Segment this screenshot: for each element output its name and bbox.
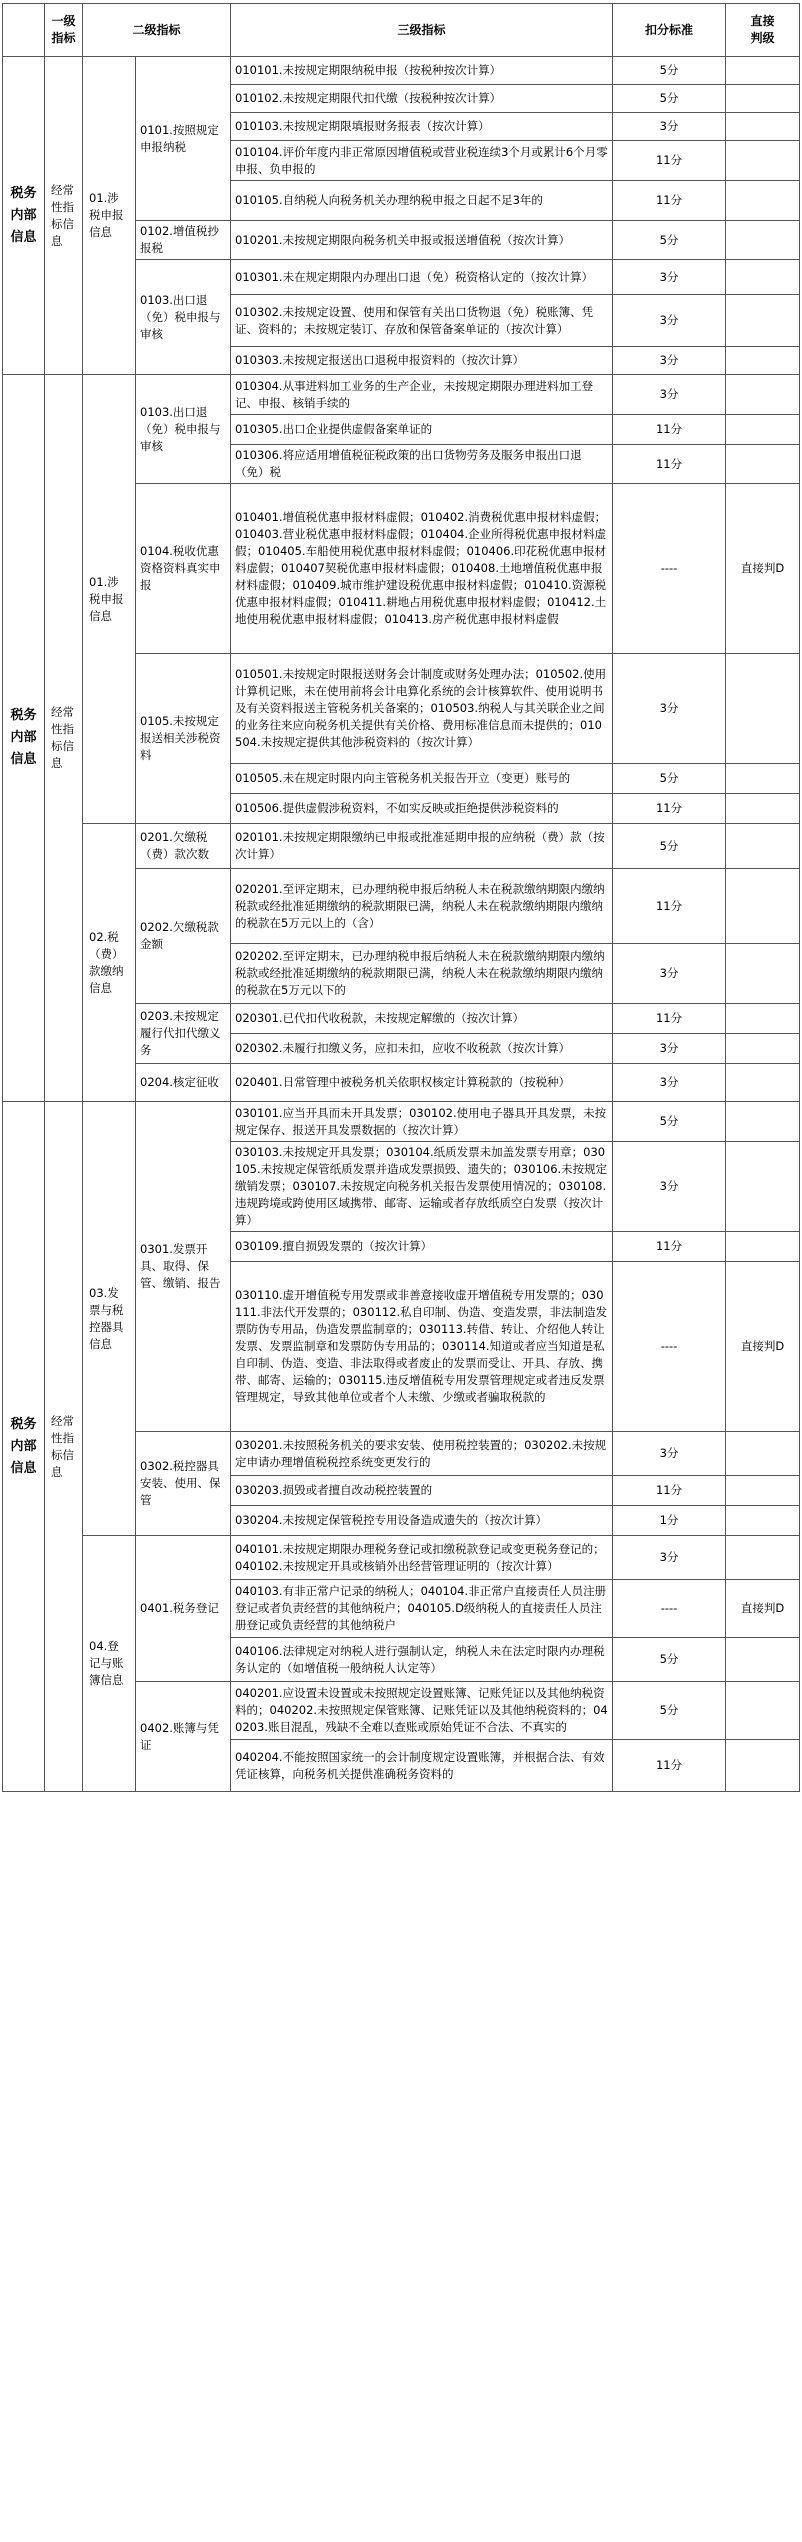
score-cell: 11分 [613,869,726,944]
direct-judge-cell [726,1506,800,1536]
score-cell: 3分 [613,1034,726,1064]
level3-cell: 03.发票与税控器具信息 [83,1102,136,1536]
indicator-item-text: 010306.将应适用增值税征税政策的出口货物劳务及服务申报出口退（免）税 [231,445,613,484]
score-cell: 3分 [613,654,726,764]
level3-cell: 01.涉税申报信息 [83,375,136,824]
direct-judge-cell [726,654,800,764]
level2-cell: 经常性指标信息 [45,375,83,1102]
direct-judge-cell [726,1682,800,1740]
indicator-item-text: 030203.损毁或者擅自改动税控装置的 [231,1476,613,1506]
level4-cell: 0201.欠缴税（费）款次数 [136,824,231,869]
direct-judge-cell [726,113,800,141]
direct-judge-cell [726,1064,800,1102]
indicator-item-text: 010505.未在规定时限内向主管税务机关报告开立（变更）账号的 [231,764,613,794]
header-score: 扣分标准 [613,4,726,57]
level1-cell: 税务内部信息 [3,1102,45,1792]
indicator-item-text: 020401.日常管理中被税务机关依职权核定计算税款的（按税种） [231,1064,613,1102]
level4-cell: 0402.账簿与凭证 [136,1682,231,1792]
direct-judge-cell [726,1432,800,1476]
indicator-item-text: 010506.提供虚假涉税资料，不如实反映或拒绝提供涉税资料的 [231,794,613,824]
indicator-row [3,1102,800,1142]
indicator-item-text: 030110.虚开增值税专用发票或非善意接收虚开增值税专用发票的；030111.非法代开发票的；030112.私自印制、伪造、变造发票，非法制造发票防伪专用品，伪造发票监制章的；030113.转借、转让、介绍他人转让发票、发票监制章和发票防伪专用品的；030114.知道或者应当知道是私自印制、伪造、变造、非法取得或者废止的发票而受让、开具、存放、携带、邮寄、运输的；030115.违反增值税专用发票管理规定或者违反发票管理规定，导致其他单位或者个人未缴、少缴或者骗取税款的 [231,1262,613,1432]
score-cell: 11分 [613,1004,726,1034]
level4-cell: 0204.核定征收 [136,1064,231,1102]
indicator-item-text: 040204.不能按照国家统一的会计制度规定设置账簿，并根据合法、有效凭证核算，向税务机关提供准确税务资料的 [231,1740,613,1792]
indicator-item-text: 020302.未履行扣缴义务，应扣未扣，应收不收税款（按次计算） [231,1034,613,1064]
direct-judge-cell [726,295,800,347]
level4-cell: 0203.未按规定履行代扣代缴义务 [136,1004,231,1064]
indicator-item-text: 010302.未按规定设置、使用和保管有关出口货物退（免）税账簿、凭证、资料的；未按规定装订、存放和保管备案单证的（按次计算） [231,295,613,347]
indicator-item-text: 010102.未按规定期限代扣代缴（按税种按次计算） [231,85,613,113]
score-cell: 3分 [613,944,726,1004]
indicator-item-text: 030201.未按照税务机关的要求安装、使用税控装置的；030202.未按规定申请办理增值税税控系统变更发行的 [231,1432,613,1476]
indicator-item-text: 030101.应当开具而未开具发票；030102.使用电子器具开具发票，未按规定保存、报送开具发票数据的（按次计算） [231,1102,613,1142]
score-cell: 3分 [613,260,726,295]
score-cell: 3分 [613,347,726,375]
header-blank [3,4,45,57]
indicator-item-text: 010101.未按规定期限纳税申报（按税种按次计算） [231,57,613,85]
score-cell: 5分 [613,85,726,113]
indicator-item-text: 010201.未按规定期限向税务机关申报或报送增值税（按次计算） [231,221,613,260]
indicator-item-text: 010304.从事进料加工业务的生产企业，未按规定期限办理进料加工登记、申报、核销手续的 [231,375,613,415]
direct-judge-cell [726,944,800,1004]
level4-cell: 0103.出口退（免）税申报与审核 [136,260,231,375]
direct-judge-cell [726,1102,800,1142]
score-cell: ---- [613,484,726,654]
direct-judge-cell [726,1740,800,1792]
direct-judge-cell [726,260,800,295]
direct-judge-cell [726,1142,800,1232]
indicator-row [3,1536,800,1580]
score-cell: 11分 [613,141,726,181]
level4-cell: 0401.税务登记 [136,1536,231,1682]
direct-judge-cell: 直接判D [726,1580,800,1638]
indicator-item-text: 010105.自纳税人向税务机关办理纳税申报之日起不足3年的 [231,181,613,221]
score-cell: 11分 [613,1232,726,1262]
level2-cell: 经常性指标信息 [45,1102,83,1792]
level3-cell: 02.税（费）款缴纳信息 [83,824,136,1102]
score-cell: 1分 [613,1506,726,1536]
direct-judge-cell: 直接判D [726,1262,800,1432]
score-cell: 5分 [613,824,726,869]
indicator-row [3,375,800,415]
direct-judge-cell [726,415,800,445]
direct-judge-cell [726,1536,800,1580]
indicator-item-text: 040201.应设置未设置或未按照规定设置账簿、记账凭证以及其他纳税资料的；040202.未按照规定保管账簿、记账凭证以及其他纳税资料的；040203.账目混乱，残缺不全难以查账或原始凭证不合法、不真实的 [231,1682,613,1740]
indicator-item-text: 010103.未按规定期限填报财务报表（按次计算） [231,113,613,141]
header-level2: 二级指标 [83,4,231,57]
level3-cell: 04.登记与账簿信息 [83,1536,136,1792]
direct-judge-cell [726,375,800,415]
level4-cell: 0302.税控器具安装、使用、保管 [136,1432,231,1536]
indicator-item-text: 010301.未在规定期限内办理出口退（免）税资格认定的（按次计算） [231,260,613,295]
direct-judge-cell [726,869,800,944]
indicator-row [3,57,800,85]
level4-cell: 0202.欠缴税款金额 [136,869,231,1004]
indicator-item-text: 030109.擅自损毁发票的（按次计算） [231,1232,613,1262]
score-cell: 3分 [613,113,726,141]
indicator-item-text: 030103.未按规定开具发票；030104.纸质发票未加盖发票专用章；030105.未按规定保管纸质发票并造成发票损毁、遗失的；030106.未按规定缴销发票；030107.未按规定向税务机关报告发票使用情况的；030108.违规跨境或跨使用区域携带、邮寄、运输或者存放纸质空白发票（按次计算） [231,1142,613,1232]
level1-cell: 税务内部信息 [3,57,45,375]
level2-cell: 经常性指标信息 [45,57,83,375]
direct-judge-cell: 直接判D [726,484,800,654]
header-level1: 一级 指标 [45,4,83,57]
direct-judge-cell [726,1004,800,1034]
score-cell: ---- [613,1580,726,1638]
indicator-item-text: 040103.有非正常户记录的纳税人；040104.非正常户直接责任人员注册登记或者负责经营的其他纳税户；040105.D级纳税人的直接责任人员注册登记或负责经营的其他纳税户 [231,1580,613,1638]
indicator-row [3,824,800,869]
level4-cell: 0102.增值税抄报税 [136,221,231,260]
indicator-table [2,3,800,1792]
score-cell: 5分 [613,764,726,794]
indicator-item-text: 020101.未按规定期限缴纳已申报或批准延期申报的应纳税（费）款（按次计算） [231,824,613,869]
score-cell: 11分 [613,181,726,221]
direct-judge-cell [726,57,800,85]
level4-cell: 0104.税收优惠资格资料真实申报 [136,484,231,654]
score-cell: 5分 [613,57,726,85]
score-cell: 11分 [613,445,726,484]
score-cell: 11分 [613,794,726,824]
indicator-item-text: 040101.未按规定期限办理税务登记或扣缴税款登记或变更税务登记的；040102.未按规定开具或核销外出经营管理证明的（按次计算） [231,1536,613,1580]
score-cell: 3分 [613,375,726,415]
indicator-item-text: 010305.出口企业提供虚假备案单证的 [231,415,613,445]
score-cell: 11分 [613,1476,726,1506]
direct-judge-cell [726,764,800,794]
score-cell: 5分 [613,1638,726,1682]
direct-judge-cell [726,181,800,221]
direct-judge-cell [726,1638,800,1682]
score-cell: 5分 [613,1682,726,1740]
header-row [3,4,800,57]
direct-judge-cell [726,445,800,484]
level3-cell: 01.涉税申报信息 [83,57,136,375]
level4-cell: 0301.发票开具、取得、保管、缴销、报告 [136,1102,231,1432]
score-cell: 5分 [613,1102,726,1142]
score-cell: 3分 [613,1142,726,1232]
level4-cell: 0103.出口退（免）税申报与审核 [136,375,231,484]
header-judge: 直接 判级 [726,4,800,57]
direct-judge-cell [726,141,800,181]
level1-cell: 税务内部信息 [3,375,45,1102]
indicator-item-text: 010401.增值税优惠申报材料虚假；010402.消费税优惠申报材料虚假；010403.营业税优惠申报材料虚假；010404.企业所得税优惠申报材料虚假；010405.车船使用税优惠申报材料虚假；010406.印花税优惠申报材料虚假；010407契税优惠申报材料虚假；010408.土地增值税优惠申报材料虚假；010409.城市维护建设税优惠申报材料虚假；010410.资源税优惠申报材料虚假；010411.耕地占用税优惠申报材料虚假；010412.土地使用税优惠申报材料虚假；010413.房产税优惠申报材料虚假 [231,484,613,654]
direct-judge-cell [726,794,800,824]
score-cell: 3分 [613,1432,726,1476]
indicator-item-text: 010104.评价年度内非正常原因增值税或营业税连续3个月或累计6个月零申报、负申报的 [231,141,613,181]
score-cell: 11分 [613,1740,726,1792]
score-cell: 3分 [613,1536,726,1580]
direct-judge-cell [726,1476,800,1506]
level4-cell: 0101.按照规定申报纳税 [136,57,231,221]
indicator-item-text: 010303.未按规定报送出口退税申报资料的（按次计算） [231,347,613,375]
score-cell: 11分 [613,415,726,445]
indicator-item-text: 020301.已代扣代收税款，未按规定解缴的（按次计算） [231,1004,613,1034]
direct-judge-cell [726,221,800,260]
direct-judge-cell [726,347,800,375]
indicator-item-text: 040106.法律规定对纳税人进行强制认定，纳税人未在法定时限内办理税务认定的（如增值税一般纳税人认定等） [231,1638,613,1682]
indicator-item-text: 020202.至评定期末，已办理纳税申报后纳税人未在税款缴纳期限内缴纳税款或经批准延期缴纳的税款期限已满，纳税人未在税款缴纳期限内缴纳的税款在5万元以下的 [231,944,613,1004]
score-cell: 3分 [613,1064,726,1102]
header-level3: 三级指标 [231,4,613,57]
direct-judge-cell [726,85,800,113]
level4-cell: 0105.未按规定报送相关涉税资料 [136,654,231,824]
score-cell: 3分 [613,295,726,347]
indicator-item-text: 010501.未按规定时限报送财务会计制度或财务处理办法；010502.使用计算机记账，未在使用前将会计电算化系统的会计核算软件、使用说明书及有关资料报送主管税务机关备案的；010503.纳税人与其关联企业之间的业务往来应向税务机关提供有关价格、费用标准信息而未提供的；010504.未按规定提供其他涉税资料的（按次计算） [231,654,613,764]
score-cell: 5分 [613,221,726,260]
indicator-item-text: 030204.未按规定保管税控专用设备造成遗失的（按次计算） [231,1506,613,1536]
direct-judge-cell [726,824,800,869]
direct-judge-cell [726,1034,800,1064]
indicator-item-text: 020201.至评定期末，已办理纳税申报后纳税人未在税款缴纳期限内缴纳税款或经批准延期缴纳的税款期限已满，纳税人未在税款缴纳期限内缴纳的税款在5万元以上的（含） [231,869,613,944]
direct-judge-cell [726,1232,800,1262]
score-cell: ---- [613,1262,726,1432]
